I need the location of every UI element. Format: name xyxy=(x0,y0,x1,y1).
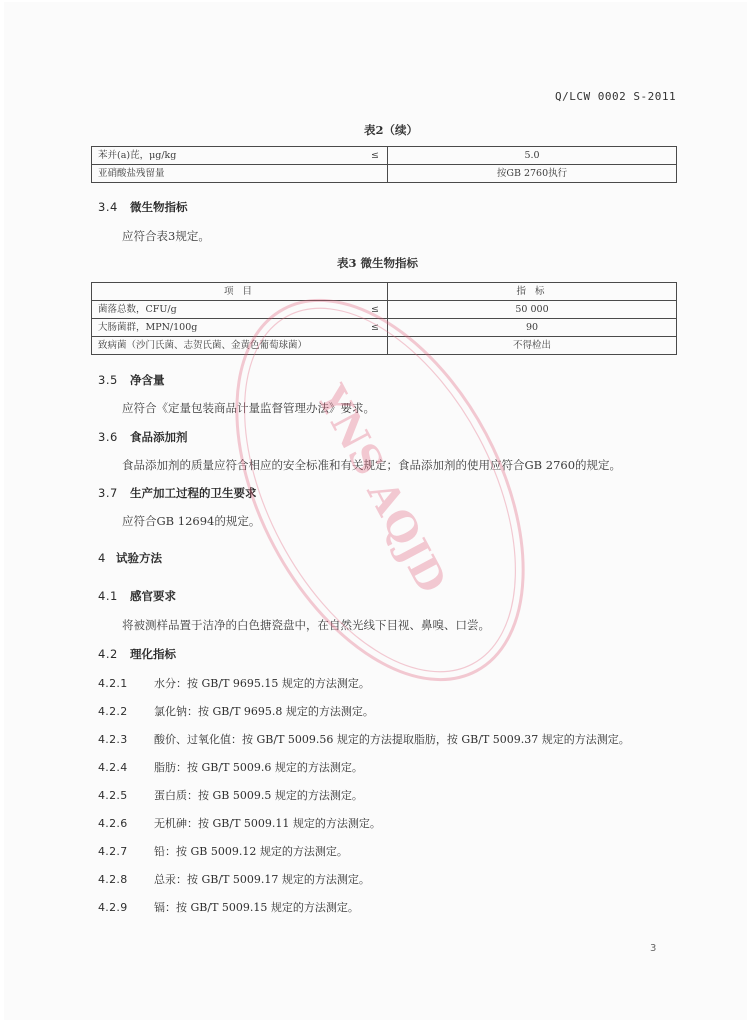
table3-caption: 表3 微生物指标 xyxy=(337,256,419,270)
table2 xyxy=(91,146,677,183)
list-item: 4.2.3 酸价、过氧化值：按 GB/T 5009.56 规定的方法提取脂肪，按 GB/T 5009.37 规定的方法测定。 xyxy=(98,733,630,746)
table-header-value: 指 标 xyxy=(388,283,677,301)
list-item: 4.2.6 无机砷：按 GB/T 5009.11 规定的方法测定。 xyxy=(98,817,381,830)
page-number: 3 xyxy=(650,943,657,954)
table-row xyxy=(92,319,677,337)
table-header-row xyxy=(92,283,677,301)
table3 xyxy=(91,282,677,355)
table-row xyxy=(92,301,677,319)
section-3-7-text: 应符合GB 12694的规定。 xyxy=(122,514,261,528)
list-item: 4.2.9 镉：按 GB/T 5009.15 规定的方法测定。 xyxy=(98,901,359,914)
table-cell-item: 亚硝酸盐残留量 xyxy=(98,168,165,179)
table-cell-value: 50 000 xyxy=(388,301,677,319)
section-4-1-heading: 4.1 感官要求 xyxy=(98,589,176,603)
list-item: 4.2.4 脂肪：按 GB/T 5009.6 规定的方法测定。 xyxy=(98,761,363,774)
table-cell-value: 按GB 2760执行 xyxy=(388,165,677,183)
svg-text:YNS AQJD: YNS AQJD xyxy=(307,377,456,601)
list-item: 4.2.2 氯化钠：按 GB/T 9695.8 规定的方法测定。 xyxy=(98,705,374,718)
table-cell-item: 菌落总数，CFU/g xyxy=(98,304,177,315)
table-cell-item: 致病菌（沙门氏菌、志贺氏菌、金黄色葡萄球菌） xyxy=(98,340,308,351)
table-row xyxy=(92,337,677,355)
relation-symbol: ≤ xyxy=(371,322,379,333)
section-3-5-heading: 3.5 净含量 xyxy=(98,373,165,387)
section-3-4-text: 应符合表3规定。 xyxy=(122,229,210,243)
relation-symbol: ≤ xyxy=(371,150,379,161)
section-4-2-heading: 4.2 理化指标 xyxy=(98,647,176,661)
table-row xyxy=(92,165,677,183)
table-cell-item: 大肠菌群，MPN/100g xyxy=(98,322,198,333)
relation-symbol: ≤ xyxy=(371,304,379,315)
table-cell-value: 不得检出 xyxy=(388,337,677,355)
section-3-7-heading: 3.7 生产加工过程的卫生要求 xyxy=(98,486,257,500)
list-item: 4.2.1 水分：按 GB/T 9695.15 规定的方法测定。 xyxy=(98,677,370,690)
table-cell-item: 苯并(a)芘，μg/kg xyxy=(98,150,177,161)
table2-caption: 表2（续） xyxy=(364,123,419,137)
list-item: 4.2.5 蛋白质：按 GB 5009.5 规定的方法测定。 xyxy=(98,789,363,802)
document-code: Q/LCW 0002 S-2011 xyxy=(555,90,677,103)
table-cell-value: 90 xyxy=(388,319,677,337)
section-4-heading: 4 试验方法 xyxy=(98,551,162,565)
table-cell-value: 5.0 xyxy=(388,147,677,165)
list-item: 4.2.8 总汞：按 GB/T 5009.17 规定的方法测定。 xyxy=(98,873,370,886)
table-row xyxy=(92,147,677,165)
list-item: 4.2.7 铅：按 GB 5009.12 规定的方法测定。 xyxy=(98,845,348,858)
section-3-6-text: 食品添加剂的质量应符合相应的安全标准和有关规定；食品添加剂的使用应符合GB 2760的规定。 xyxy=(122,458,622,472)
table-header-item: 项 目 xyxy=(92,283,388,301)
section-4-1-text: 将被测样品置于洁净的白色搪瓷盘中，在自然光线下目视、鼻嗅、口尝。 xyxy=(122,618,490,632)
section-3-6-heading: 3.6 食品添加剂 xyxy=(98,430,188,444)
section-3-4-heading: 3.4 微生物指标 xyxy=(98,200,188,214)
section-3-5-text: 应符合《定量包装商品计量监督管理办法》要求。 xyxy=(122,401,375,415)
